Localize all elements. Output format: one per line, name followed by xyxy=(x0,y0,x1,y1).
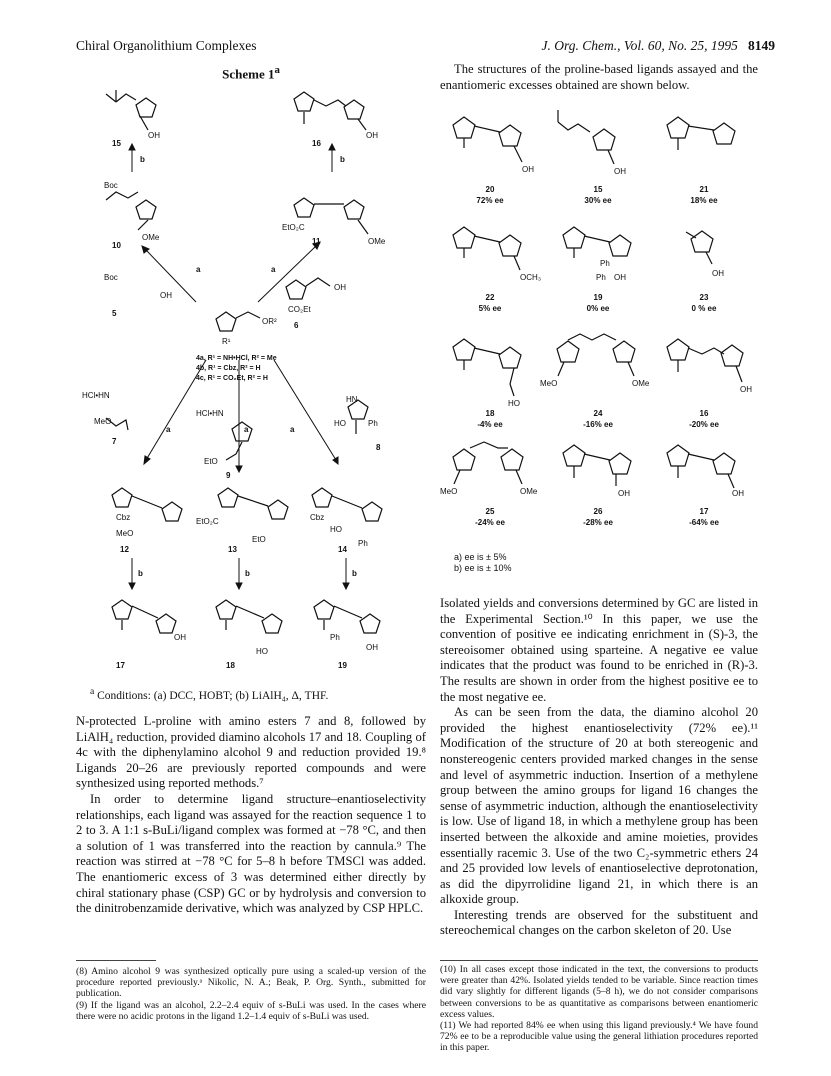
group-label: EtO xyxy=(252,535,266,544)
group-label: HCl•HN xyxy=(82,391,110,400)
footnote-9: (9) If the ligand was an alcohol, 2.2–2.4 equiv of s-BuLi was used. In the cases where there were no acidic protons in the ligand 1.2–1.4 equiv of s-BuLi was used. xyxy=(76,999,426,1022)
group-label: Boc xyxy=(104,181,118,190)
ligand-ee: -20% ee xyxy=(689,420,719,429)
group-label: OH xyxy=(174,633,186,642)
group-label: Ph xyxy=(368,419,378,428)
group-label: MeO xyxy=(440,487,458,496)
arrow-label: b xyxy=(340,155,345,164)
paragraph: Isolated yields and conversions determined by GC are listed in the Experimental Section.¹⁰ In this paper, we use the convention of positive ee indicating enrichment in (S)-3, the stereoisomer obtained using sparteine. A negative ee value indicates that the product was found to be enriched in (R)-3. The results are shown in order from the highest positive ee to the most negative ee. xyxy=(440,596,758,704)
ligand-ee: -4% ee xyxy=(477,420,503,429)
ligand-ee: 72% ee xyxy=(476,196,504,205)
group-label: Ph xyxy=(330,633,340,642)
ligand-id: 26 xyxy=(593,507,603,516)
group-label: OH xyxy=(614,273,626,282)
arrow-label: b xyxy=(352,569,357,578)
ligand-id: 20 xyxy=(485,185,495,194)
group-label: OH xyxy=(366,131,378,140)
group-label: HN xyxy=(346,395,358,404)
ligand-id: 21 xyxy=(699,185,709,194)
compound-label: 10 xyxy=(112,241,121,250)
group-label: OH xyxy=(614,167,626,176)
group-label: OH xyxy=(334,283,346,292)
left-column-text xyxy=(76,714,426,917)
compound-label: 19 xyxy=(338,661,347,670)
ligand-id: 17 xyxy=(699,507,709,516)
ligand-id: 16 xyxy=(699,409,709,418)
group-label: Cbz xyxy=(310,513,325,522)
compound-label: 15 xyxy=(112,139,121,148)
scheme-title-text: Scheme 1 xyxy=(222,66,275,82)
ligand-ee: 18% ee xyxy=(690,196,718,205)
group-label: MeO xyxy=(116,529,134,538)
footnote-rule xyxy=(440,960,758,961)
ligand-id: 15 xyxy=(593,185,603,194)
substituent-4b: 4b, R¹ = Cbz, R² = H xyxy=(196,365,261,372)
compound-label: 9 xyxy=(226,471,231,480)
group-label: Boc xyxy=(104,273,118,282)
arrow-label: a xyxy=(290,425,295,434)
scheme-conditions xyxy=(90,686,328,702)
substituent-4a: 4a, R¹ = NH•HCl, R² = Me xyxy=(196,355,277,362)
journal-name: J. Org. Chem., xyxy=(541,38,621,53)
paragraph: The structures of the proline-based ligands assayed and the enantiomeric excesses obtained are shown below. xyxy=(440,62,758,92)
group-label: Cbz xyxy=(116,513,131,522)
compound-label: 5 xyxy=(112,309,117,318)
ligand-ee: -16% ee xyxy=(583,420,613,429)
group-label: Ph xyxy=(600,259,610,268)
group-label: CO₂Et xyxy=(288,305,311,314)
ligand-structures-figure xyxy=(440,100,758,550)
running-title: Chiral Organolithium Complexes xyxy=(76,38,257,53)
ee-notes xyxy=(454,552,511,574)
group-label: HO xyxy=(508,399,520,408)
arrow-label: a xyxy=(166,425,171,434)
group-label: OMe xyxy=(520,487,538,496)
group-label: OH xyxy=(522,165,534,174)
ligand-ee: 5% ee xyxy=(478,304,502,313)
group-label: HO xyxy=(330,525,342,534)
arrow-label: b xyxy=(245,569,250,578)
group-label: MeO xyxy=(540,379,558,388)
conditions-sup: a xyxy=(90,686,95,697)
arrow-label: a xyxy=(271,265,276,274)
compound-label: 16 xyxy=(312,139,321,148)
group-label: OH xyxy=(160,291,172,300)
compound-label: 6 xyxy=(294,321,299,330)
ligand-ee: -28% ee xyxy=(583,518,613,527)
ee-note-b: b) ee is ± 10% xyxy=(454,563,512,573)
ligand-id: 22 xyxy=(485,293,495,302)
compound-label: 7 xyxy=(112,437,117,446)
paragraph: Interesting trends are observed for the substituent and stereochemical changes on the carbon skeleton of 20. Use xyxy=(440,907,758,938)
ligand-id: 23 xyxy=(699,293,709,302)
footnote-rule xyxy=(76,960,156,961)
substituent-4c: 4c, R¹ = CO₂Et, R² = H xyxy=(196,375,268,382)
ligand-ee: -64% ee xyxy=(689,518,719,527)
group-label: EtO₂C xyxy=(196,517,219,526)
compound-label: 18 xyxy=(226,661,235,670)
group-label: OCH₃ xyxy=(520,273,542,282)
group-label: HO xyxy=(256,647,268,656)
group-label: OH xyxy=(712,269,724,278)
ligand-ee: 30% ee xyxy=(584,196,612,205)
compound-label: 14 xyxy=(338,545,347,554)
group-label: EtO xyxy=(204,457,218,466)
paragraph: In order to determine ligand structure–enantioselectivity relationships, each ligand was assayed for the reaction sequence 1 to 2 to 3. A 1:1 s-BuLi/ligand complex was formed at −78 °C, and then a solution of 1 was transferred into the reaction by cannula.⁹ The reaction was stirred at −78 °C for 5–8 h before TMSCl was added. The enantiomeric excess of 3 was determined either directly by chiral stationary phase (CSP) GC or by hydrolysis and conversion to the dinitrobenzamide derivative, which was analyzed by CSP HPLC. xyxy=(76,791,426,916)
footnotes-right xyxy=(440,964,758,1054)
group-label: OH xyxy=(732,489,744,498)
footnote-10: (10) In all cases except those indicated in the text, the conversions to products were greater than 42%. Isolated yields tended to be variable. Since reaction times did vary slightly for different ligands (5–8 h), we do not consider comparisons between conversions to be as quantitative as comparisons between enantiomeric excess values. xyxy=(440,964,758,1020)
compound-label: 11 xyxy=(312,237,321,246)
group-label: Ph xyxy=(358,539,368,548)
group-label: OMe xyxy=(368,237,386,246)
group-label: OH xyxy=(740,385,752,394)
ligand-ee: 0 % ee xyxy=(691,304,717,313)
group-label: OH xyxy=(148,131,160,140)
ligand-ee: -24% ee xyxy=(475,518,505,527)
compound-label: 17 xyxy=(116,661,125,670)
group-label: HO xyxy=(334,419,346,428)
ligands-intro xyxy=(440,62,758,93)
compound-label: 13 xyxy=(228,545,237,554)
group-label: OH xyxy=(618,489,630,498)
arrow-label: b xyxy=(138,569,143,578)
group-label: OMe xyxy=(632,379,650,388)
arrow-label: b xyxy=(140,155,145,164)
ligand-id: 24 xyxy=(593,409,603,418)
ligand-id: 19 xyxy=(593,293,603,302)
footnote-11: (11) We had reported 84% ee when using this ligand previously.⁴ We have found 72% ee to be a reproducible value using the general lithiation procedures reported in this paper. xyxy=(440,1020,758,1054)
right-column-text xyxy=(440,596,758,939)
group-label: R¹ xyxy=(222,337,231,346)
group-label: Ph xyxy=(596,273,606,282)
compound-label: 12 xyxy=(120,545,129,554)
ligand-ee: 0% ee xyxy=(586,304,610,313)
ee-note-a: a) ee is ± 5% xyxy=(454,552,507,562)
ligand-id: 18 xyxy=(485,409,495,418)
group-label: HCl•HN xyxy=(196,409,224,418)
scheme-1-diagram xyxy=(76,80,426,680)
arrow-label: a xyxy=(244,425,249,434)
compound-label: 8 xyxy=(376,443,381,452)
group-label: OMe xyxy=(142,233,160,242)
page-number: 8149 xyxy=(748,38,775,53)
ligand-id: 25 xyxy=(485,507,495,516)
group-label: EtO₂C xyxy=(282,223,305,232)
group-label: OR² xyxy=(262,317,277,326)
group-label: OH xyxy=(366,643,378,652)
group-label: MeO xyxy=(94,417,112,426)
volume-info: Vol. 60, No. 25, 1995 xyxy=(623,38,738,53)
footnotes-left xyxy=(76,966,426,1022)
journal-citation xyxy=(541,38,775,54)
conditions-text: Conditions: (a) DCC, HOBT; (b) LiAlH₄, Δ, THF. xyxy=(97,689,329,702)
scheme-title-sup: a xyxy=(274,64,280,76)
paragraph: As can be seen from the data, the diamino alcohol 20 provided the highest enantioselectivity (72% ee).¹¹ Modification of the structure of 20 at both stereogenic and nonstereogenic centers provided marked changes in the sense and level of asymmetric induction. Insertion of a methylene group between the amino groups for ligand 16 changes the sense of asymmetric induction, although the enantioselectivity is low. Use of ligand 18, in which a methylene group has been inserted between the alkoxide and amine moieties, provides essentially racemic 3. Use of the two C₂-symmetric ethers 24 and 25 provided low levels of enantioselective deprotonation, as did the dipyrrolidine ligand 21, in which there is an alkoxide group. xyxy=(440,705,758,907)
arrow-label: a xyxy=(196,265,201,274)
paragraph: N-protected L-proline with amino esters 7 and 8, followed by LiAlH₄ reduction, provided diamino alcohols 17 and 18. Coupling of 4c with the diphenylamino alcohol 9 and reduction provided 19.⁸ Ligands 20–26 are previously reported compounds and were synthesized using reported methods.⁷ xyxy=(76,714,426,791)
footnote-8: (8) Amino alcohol 9 was synthesized optically pure using a scaled-up version of the procedure reported previously.ᵃ Nikolic, N. A.; Beak, P. Org. Synth., submitted for publication. xyxy=(76,966,426,1000)
